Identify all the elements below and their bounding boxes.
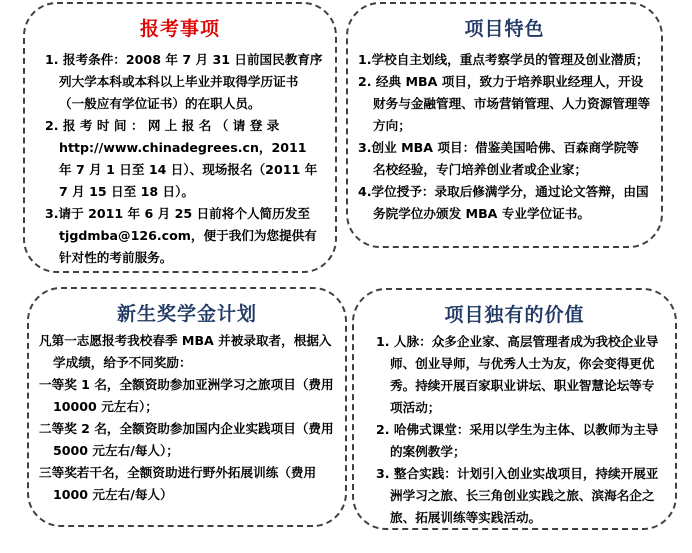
features-item-4: 4.学位授予：录取后修满学分，通过论文答辩，由国务院学位办颁发 MBA 专业学位证书。 [358, 184, 649, 221]
value-title: 项目独有的价值 [444, 304, 585, 326]
scholarship-first-prize: 一等奖 1 名，全额资助参加亚洲学习之旅项目（费用 10000 元左右）； [39, 377, 334, 414]
features-item-1: 1.学校自主划线，重点考察学员的管理及创业潜质； [358, 52, 649, 67]
features-list [348, 41, 661, 225]
value-item-1: 1. 人脉：众多企业家、高层管理者成为我校企业导师、创业导师，与优秀人士为友，你会变得更优秀。持续开展百家职业讲坛、职业智慧论坛等专项活动； [376, 334, 659, 415]
value-item-3: 3. 整合实践：计划引入创业实战项目，持续开展亚洲学习之旅、长三角创业实践之旅、滨海名企之旅、拓展训练等实践活动。 [376, 466, 659, 525]
scholarship-list [29, 326, 345, 506]
value-item-2: 2. 哈佛式课堂：采用以学生为主体、以教师为主导的案例教学； [376, 422, 659, 459]
registration-title: 报考事项 [139, 18, 220, 40]
value-box [352, 288, 677, 530]
features-title: 项目特色 [464, 18, 545, 40]
registration-item-3: 3.请于 2011 年 6 月 25 日前将个人简历发至 tjgdmba@126.com，便于我们为您提供有针对性的考前服务。 [45, 206, 317, 265]
scholarship-third-prize: 三等奖若干名，全额资助进行野外拓展训练（费用 1000 元左右/每人） [39, 465, 317, 502]
features-box [346, 2, 663, 248]
scholarship-intro: 凡第一志愿报考我校春季 MBA 并被录取者，根据入学成绩，给予不同奖励： [39, 333, 332, 370]
registration-box [23, 2, 337, 273]
registration-item-1: 1. 报考条件：2008 年 7 月 31 日前国民教育序列大学本科或本科以上毕业并取得学历证书（一般应有学位证书）的在职人员。 [45, 52, 323, 111]
registration-list [25, 41, 335, 269]
features-item-2: 2. 经典 MBA 项目，致力于培养职业经理人，开设财务与金融管理、市场营销管理、人力资源管理等方向； [358, 74, 651, 133]
features-item-3: 3.创业 MBA 项目：借鉴美国哈佛、百森商学院等名校经验，专门培养创业者或企业家； [358, 140, 639, 177]
scholarship-second-prize: 二等奖 2 名，全额资助参加国内企业实践项目（费用 5000 元左右/每人）； [39, 421, 334, 458]
scholarship-box [27, 287, 347, 527]
registration-item-2: 2. 报 考 时 间 ： 网 上 报 名 （ 请 登 录 http://www.chinadegrees.cn，2011 年 7 月 1 日至 14 日）、现场报名（2011 年 7 月 15 日至 18 日）。 [45, 118, 318, 199]
value-list [354, 327, 675, 529]
scholarship-title: 新生奖学金计划 [116, 303, 257, 325]
